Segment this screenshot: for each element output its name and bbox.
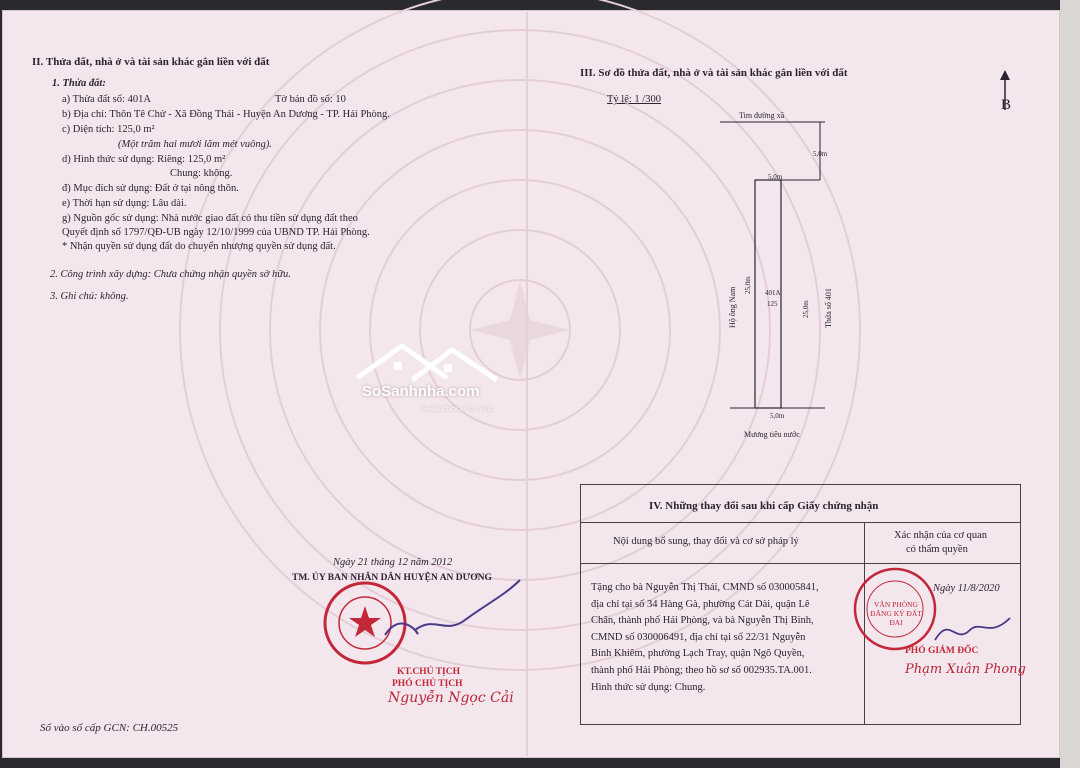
- kt-chairman: KT.CHỦ TỊCH: [397, 667, 460, 677]
- usage-purpose: đ) Mục đích sử dụng: Đất ở tại nông thôn.: [62, 183, 239, 194]
- table-divider-2: [580, 563, 1020, 564]
- usage-form-shared: Chung: không.: [170, 168, 233, 179]
- parcel-number: a) Thửa đất số: 401A: [62, 94, 151, 105]
- confirm-signature-stroke: [930, 610, 1015, 650]
- change-line-3: Chân, thành phố Hải Phòng, và bà Nguyễn Thị Bình,: [591, 615, 814, 626]
- office-stamp-text: VĂN PHÒNG ĐĂNG KÝ ĐẤT ĐAI: [870, 600, 922, 627]
- map-scale: Tỷ lệ: 1 /300: [607, 94, 661, 105]
- item-2-construction: 2. Công trình xây dựng: Chưa chứng nhận quyền sở hữu.: [50, 269, 291, 280]
- vice-chairman: PHÓ CHỦ TỊCH: [392, 679, 463, 689]
- item-1-title: 1. Thửa đất:: [52, 78, 106, 89]
- changes-col1-header: Nội dung bổ sung, thay đổi và cơ sở pháp lý: [613, 536, 799, 547]
- confirm-date: Ngày 11/8/2020: [933, 583, 1000, 594]
- parcel-area-words: (Một trăm hai mươi lăm mét vuông).: [118, 139, 272, 150]
- page-fold: [526, 12, 528, 756]
- right-neighbor-label: Thửa số 401: [824, 288, 833, 328]
- deputy-director-signature: Phạm Xuân Phong: [905, 662, 1026, 677]
- dim-left-length: 25,0m: [744, 276, 752, 294]
- change-line-5: Bỉnh Khiêm, phường Lạch Tray, quận Ngô Quyền,: [591, 648, 805, 659]
- usage-term: e) Thời hạn sử dụng: Lâu dài.: [62, 198, 187, 209]
- certificate-serial: Số vào sổ cấp GCN: CH.00525: [40, 722, 179, 734]
- usage-origin: g) Nguồn gốc sử dụng: Nhà nước giao đất có thu tiền sử dụng đất theo: [62, 213, 358, 224]
- change-line-2: địa chỉ tại số 34 Hàng Gà, phường Cát Dài, quận Lê: [591, 599, 810, 610]
- parcel-area: c) Diện tích: 125,0 m²: [62, 124, 155, 135]
- change-line-7: Hình thức sử dụng: Chung.: [591, 682, 706, 693]
- signature-stroke: [375, 575, 525, 660]
- change-line-1: Tặng cho bà Nguyễn Thị Thái, CMND số 030005841,: [591, 582, 819, 593]
- dim-top-width: 5,0m: [768, 173, 783, 181]
- map-sheet-number: Tờ bản đồ số: 10: [275, 94, 346, 105]
- house-logo-icon: [352, 338, 502, 388]
- changes-col2-header-line1: Xác nhận của cơ quan: [894, 530, 988, 541]
- dim-5m-vertical: 5,0m: [813, 150, 828, 158]
- section-4-title: IV. Những thay đổi sau khi cấp Giấy chứng nhận: [649, 500, 879, 512]
- usage-origin-decision: Quyết định số 1797/QĐ-UB ngày 12/10/1999 của UBND TP. Hải Phòng.: [62, 227, 370, 238]
- plot-diagram: [700, 110, 860, 440]
- dim-bottom-width: 5,0m: [770, 412, 785, 420]
- vice-chairman-signature: Nguyễn Ngọc Cải: [388, 690, 514, 706]
- issue-date: Ngày 21 tháng 12 năm 2012: [333, 557, 453, 568]
- section-3-title: III. Sơ đồ thửa đất, nhà ở và tài sản khác gắn liền với đất: [580, 67, 848, 79]
- watermark-brand: SoSanhnha.com: [362, 383, 480, 400]
- deputy-director-title: PHÓ GIÁM ĐỐC: [905, 646, 979, 656]
- parcel-address: b) Địa chỉ: Thôn Tê Chử - Xã Đồng Thái - Huyện An Dương - TP. Hải Phòng.: [62, 109, 390, 120]
- item-3-notes: 3. Ghi chú: không.: [50, 291, 129, 302]
- section-2-title: II. Thửa đất, nhà ở và tài sản khác gắn liền với đất: [32, 56, 270, 68]
- left-neighbor-label: Hộ ông Nam: [728, 286, 737, 328]
- changes-col2-header-line2: có thẩm quyền: [906, 544, 968, 555]
- parcel-id-label: 401A: [765, 289, 781, 297]
- north-label: B: [1001, 97, 1012, 113]
- usage-form: d) Hình thức sử dụng: Riêng: 125,0 m²: [62, 154, 226, 165]
- bottom-drain-label: Mương tiêu nước: [744, 430, 800, 439]
- parcel-area-label: 125: [767, 300, 778, 308]
- change-line-6: thành phố Hải Phòng; theo hồ sơ số 002935.TA.001.: [591, 665, 812, 676]
- road-top-label: Tim đường xã: [739, 111, 785, 120]
- dim-right-length: 25,0m: [802, 300, 810, 318]
- change-line-4: CMND số 030006491, địa chỉ tại số 22/31 Nguyễn: [591, 632, 806, 643]
- table-divider-1: [580, 522, 1020, 523]
- usage-origin-transfer: * Nhận quyền sử dụng đất do chuyển nhượng quyền sử dụng đất.: [62, 241, 336, 252]
- issuing-authority: TM. ỦY BAN NHÂN DÂN HUYỆN AN DƯƠNG: [292, 573, 492, 583]
- watermark-tagline: Great choice for you: [420, 404, 493, 413]
